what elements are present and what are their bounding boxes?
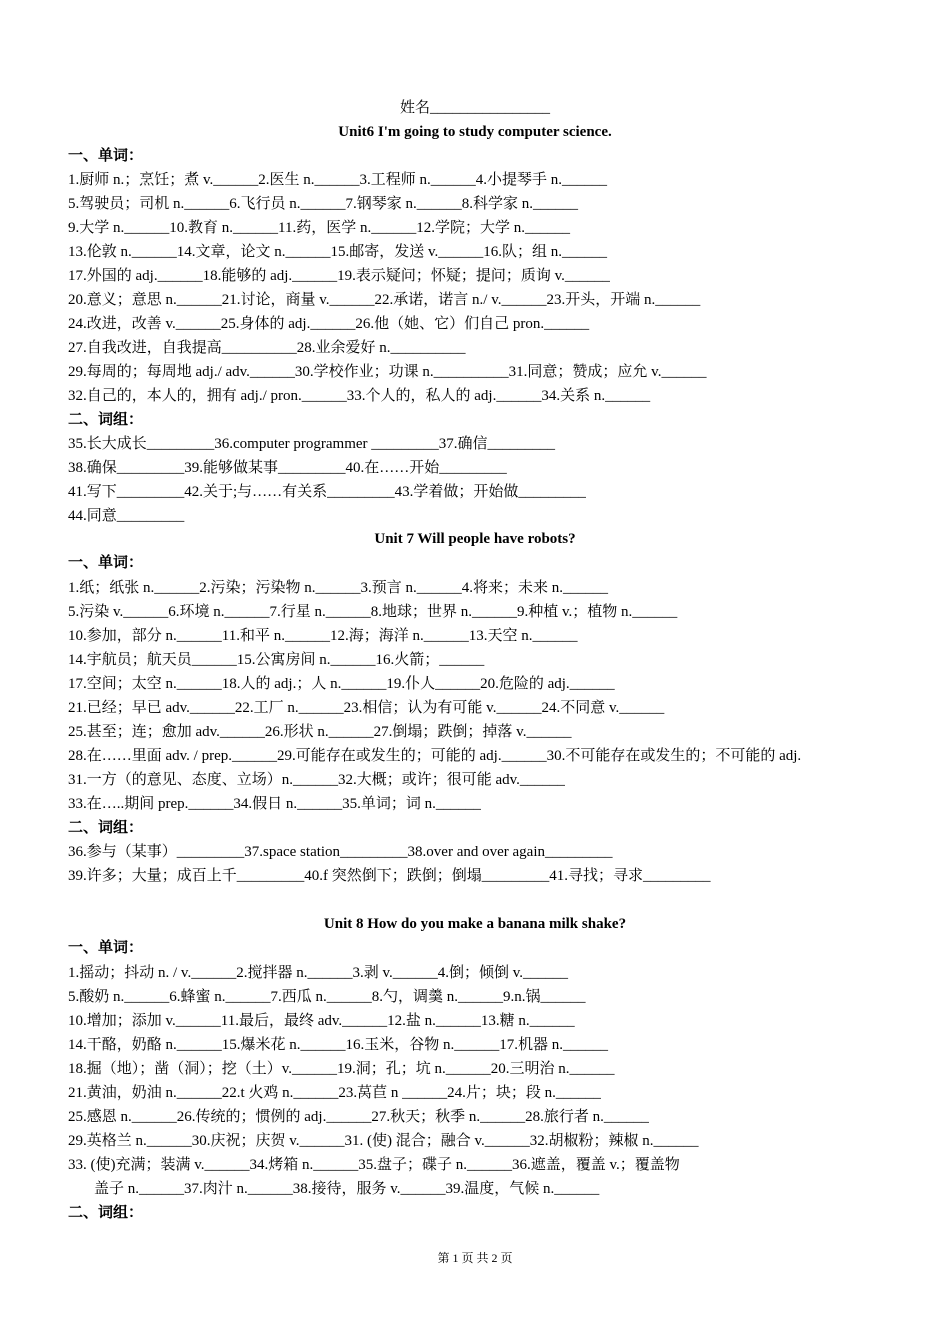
unit6-word-line: 20.意义；意思 n.______21.讨论，商量 v.______22.承诺，诺言 n./ v.______23.开头，开端 n.______ [68,292,701,308]
unit7-section1-heading: 一、单词： [68,555,144,571]
unit7-word-line: 33.在…..期间 prep.______34.假日 n.______35.单词；词 n.______ [68,796,481,812]
unit6-title: Unit6 I'm going to study computer science. [338,124,612,140]
unit6-phrase-line: 44.同意_________ [68,508,185,524]
unit6-word-line: 27.自我改进，自我提高__________28.业余爱好 n.__________ [68,340,466,356]
unit7-phrase-line: 39.许多；大量；成百上千_________40.f 突然倒下；跌倒；倒塌_________41.寻找；寻求_________ [68,868,711,884]
unit7-word-line: 1.纸；纸张 n.______2.污染；污染物 n.______3.预言 n.______4.将来；未来 n.______ [68,580,609,596]
unit8-word-line: 21.黄油，奶油 n.______22.t 火鸡 n.______23.莴苣 n ______24.片；块；段 n.______ [68,1085,601,1101]
unit8-title: Unit 8 How do you make a banana milk shake? [323,916,627,932]
unit6-section2-heading: 二、词组： [68,412,144,428]
unit6-phrase-line: 38.确保_________39.能够做某事_________40.在……开始_________ [68,460,507,476]
unit7-word-line: 17.空间；太空 n.______18.人的 adj.；人 n.______19.仆人______20.危险的 adj.______ [68,676,615,692]
unit8-word-line: 盖子 n.______37.肉汁 n.______38.接待，服务 v.______39.温度，气候 n.______ [94,1181,600,1197]
unit7-word-line: 25.甚至；连；愈加 adv.______26.形状 n.______27.倒塌；跌倒；掉落 v.______ [68,724,572,740]
name-line: 姓名________________ [399,100,550,116]
unit6-word-line: 1.厨师 n.；烹饪；煮 v.______2.医生 n.______3.工程师 n.______4.小提琴手 n.______ [68,172,608,188]
unit8-word-line: 10.增加；添加 v.______11.最后，最终 adv.______12.盐 n.______13.糖 n.______ [68,1013,575,1029]
unit7-word-line: 14.宇航员；航天员______15.公寓房间 n.______16.火箭；______ [68,652,485,668]
unit6-word-line: 13.伦敦 n.______14.文章，论文 n.______15.邮寄，发送 v.______16.队；组 n.______ [68,244,608,260]
unit8-section2-heading: 二、词组： [68,1205,144,1221]
unit7-word-line: 21.已经；早已 adv.______22.工厂 n.______23.相信；认为有可能 v.______24.不同意 v.______ [68,700,665,716]
unit7-word-line: 28.在……里面 adv. / prep.______29.可能存在或发生的；可能的 adj.______30.不可能存在或发生的；不可能的 adj. [68,748,802,764]
unit6-word-line: 24.改进，改善 v.______25.身体的 adj.______26.他（她、它）们自己 pron.______ [68,316,590,332]
unit7-word-line: 5.污染 v.______6.环境 n.______7.行星 n.______8.地球；世界 n.______9.种植 v.；植物 n.______ [68,604,678,620]
unit8-word-line: 33. (使)充满；装满 v.______34.烤箱 n.______35.盘子；碟子 n.______36.遮盖，覆盖 v.；覆盖物 [68,1157,680,1173]
unit6-word-line: 32.自己的，本人的，拥有 adj./ pron.______33.个人的，私人的 adj.______34.关系 n.______ [68,388,651,404]
unit8-word-line: 18.掘（地）；凿（洞）；挖（土）v.______19.洞；孔；坑 n.______20.三明治 n.______ [68,1061,615,1077]
unit8-word-line: 1.摇动；抖动 n. / v.______2.搅拌器 n.______3.剥 v.______4.倒；倾倒 v.______ [68,965,568,981]
unit7-phrase-line: 36.参与（某事）_________37.space station_________38.over and over again_________ [68,844,613,860]
page-footer: 第 1 页 共 2 页 [437,1251,513,1265]
unit6-phrase-line: 41.写下_________42.关于;与……有关系_________43.学着做；开始做_________ [68,484,586,500]
unit6-phrase-line: 35.长大成长_________36.computer programmer _________37.确信_________ [68,436,556,452]
unit6-word-line: 5.驾驶员；司机 n.______6.飞行员 n.______7.钢琴家 n.______8.科学家 n.______ [68,196,579,212]
unit7-word-line: 31.一方（的意见、态度、立场）n.______32.大概；或许；很可能 adv.______ [68,772,565,788]
unit7-section2-heading: 二、词组： [68,820,144,836]
unit8-word-line: 5.酸奶 n.______6.蜂蜜 n.______7.西瓜 n.______8.勺，调羹 n.______9.n.锅______ [68,989,586,1005]
unit6-word-line: 17.外国的 adj.______18.能够的 adj.______19.表示疑问；怀疑；提问；质询 v.______ [68,268,610,284]
unit7-word-line: 10.参加，部分 n.______11.和平 n.______12.海；海洋 n.______13.天空 n.______ [68,628,578,644]
unit8-word-line: 29.英格兰 n.______30.庆祝；庆贺 v.______31. (使) 混合；融合 v.______32.胡椒粉；辣椒 n.______ [68,1133,699,1149]
unit6-section1-heading: 一、单词： [68,148,144,164]
unit8-section1-heading: 一、单词： [68,940,144,956]
unit6-word-line: 9.大学 n.______10.教育 n.______11.药，医学 n.______12.学院；大学 n.______ [68,220,570,236]
unit6-word-line: 29.每周的；每周地 adj./ adv.______30.学校作业；功课 n.__________31.同意；赞成；应允 v.______ [68,364,707,380]
unit8-word-line: 25.感恩 n.______26.传统的；惯例的 adj.______27.秋天；秋季 n.______28.旅行者 n.______ [68,1109,649,1125]
unit7-title: Unit 7 Will people have robots? [374,531,576,547]
unit8-word-line: 14.干酪，奶酪 n.______15.爆米花 n.______16.玉米，谷物 n.______17.机器 n.______ [68,1037,609,1053]
